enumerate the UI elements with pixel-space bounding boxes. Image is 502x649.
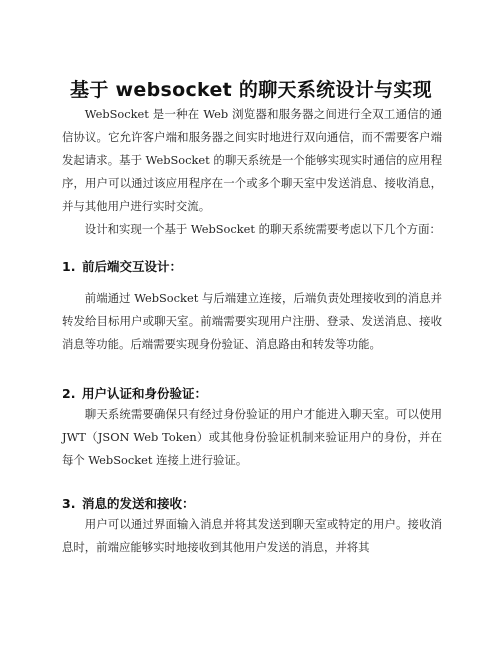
section-heading-text: 消息的发送和接收： [82,496,195,511]
design-paragraph: 设计和实现一个基于 WebSocket 的聊天系统需要考虑以下几个方面： [84,222,441,236]
section-body-1: 前端通过 WebSocket 与后端建立连接，后端负责处理接收到的消息并转发给目标用户或聊天室。前端需要实现用户注册、登录、发送消息、接收消息等功能。后端需要实现身份验证、消息路由和转发等功能。 [62,291,442,351]
intro-paragraph: WebSocket 是一种在 Web 浏览器和服务器之间进行全双工通信的通信协议。它允许客户端和服务器之间实时地进行双向通信，而不需要客户端发起请求。基于 WebSocket 的聊天系统是一个能够实现实时通信的应用程序，用户可以通过该应用程序在一个或多个聊天室中发送消息、接收消息，并与其他用户进行实时交流。 [62,107,442,213]
section-number: 2. [62,386,76,401]
section-heading-text: 前后端交互设计： [82,259,183,274]
section-heading-2 [62,384,207,402]
section-body-3: 用户可以通过界面输入消息并将其发送到聊天室或特定的用户。接收消息时，前端应能够实时地接收到其他用户发送的消息，并将其 [62,517,442,554]
section-heading-text: 用户认证和身份验证： [82,386,208,401]
section-number: 3. [62,496,76,511]
document-title: 基于 websocket 的聊天系统设计与实现 [70,78,432,101]
section-number: 1. [62,259,76,274]
section-heading-3 [62,494,195,512]
section-body-2: 聊天系统需要确保只有经过身份验证的用户才能进入聊天室。可以使用 JWT（JSON Web Token）或其他身份验证机制来验证用户的身份，并在每个 WebSocket 连接上进行验证。 [62,407,442,467]
section-heading-1 [62,257,182,275]
